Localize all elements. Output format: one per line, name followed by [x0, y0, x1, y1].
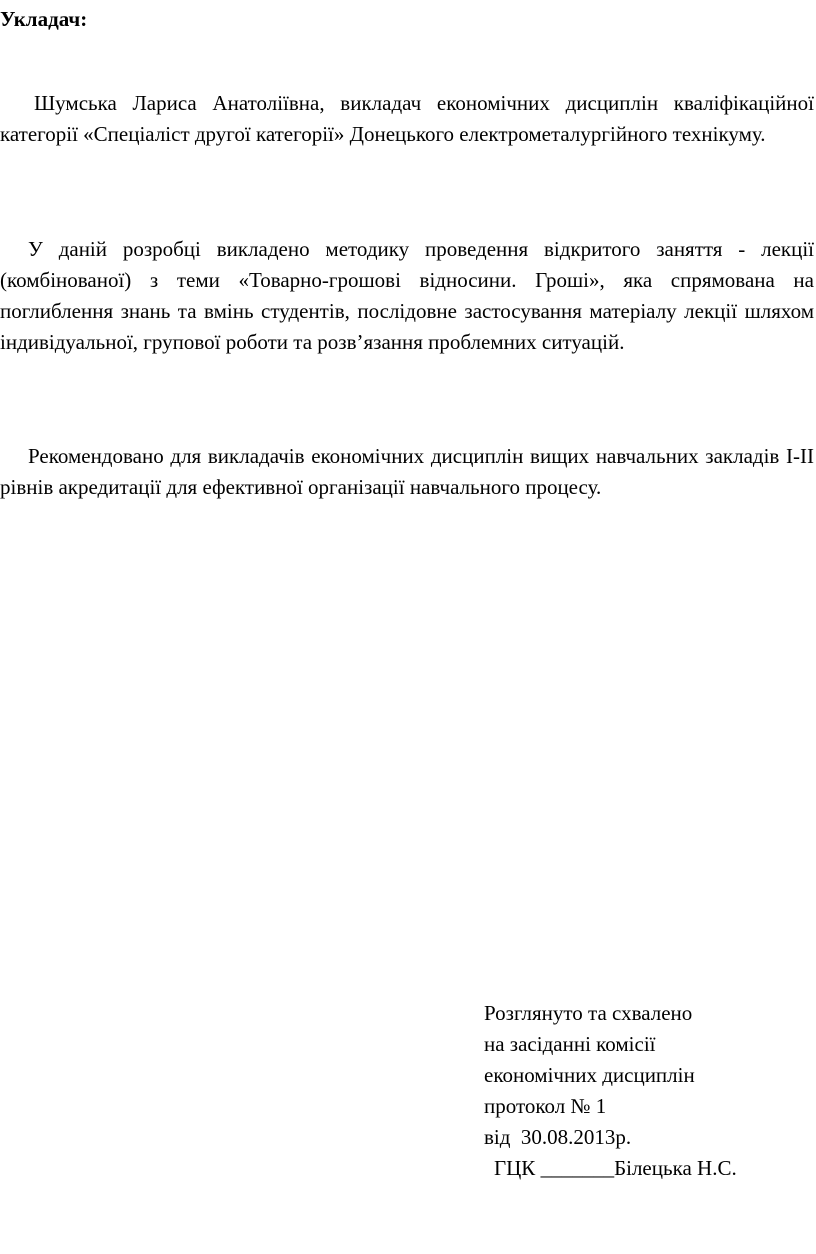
- approval-line-reviewed: Розглянуто та схвалено: [484, 1001, 693, 1025]
- approval-line-commission: економічних дисциплін: [484, 1063, 695, 1087]
- approval-block: [484, 998, 804, 1184]
- approval-line-signature: ГЦК _______Білецька Н.С.: [494, 1156, 737, 1180]
- approval-line-date: від 30.08.2013р.: [484, 1125, 632, 1149]
- description-paragraph: У даній розробці викладено методику проведення відкритого заняття - лекції (комбінованої) з теми «Товарно-грошові відносини. Гроші», яка спрямована на поглиблення знань та вмінь студентів, послідовне застосування матеріалу лекції шляхом індивідуальної, групової роботи та розв’язання проблемних ситуацій.: [0, 237, 814, 354]
- recommendation-paragraph: Рекомендовано для викладачів економічних дисциплін вищих навчальних закладів І-ІІ рівнів акредитації для ефективної організації навчального процесу.: [0, 444, 814, 499]
- author-paragraph: Шумська Лариса Анатоліївна, викладач економічних дисциплін кваліфікаційної категорії «Спеціаліст другої категорії» Донецького електрометалургійного технікуму.: [0, 91, 814, 146]
- approval-line-meeting: на засіданні комісії: [484, 1032, 656, 1056]
- approval-line-protocol: протокол № 1: [484, 1094, 607, 1118]
- compiler-heading: Укладач:: [0, 7, 88, 31]
